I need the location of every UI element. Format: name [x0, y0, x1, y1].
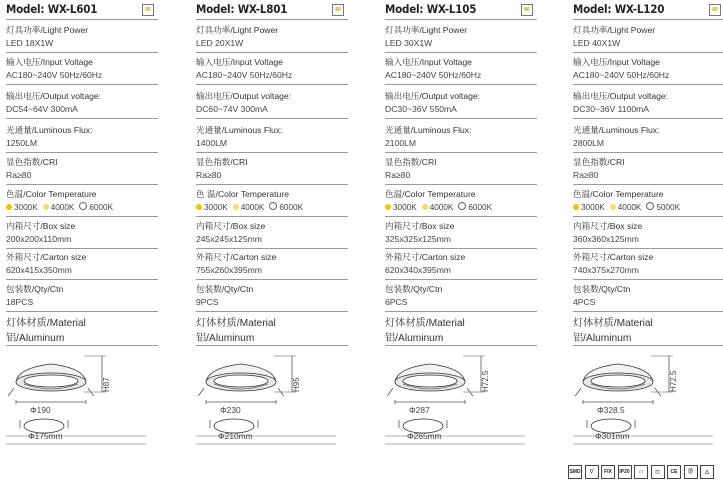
carton-label: 外箱尺寸/Carton size — [196, 252, 277, 262]
divider — [196, 84, 348, 85]
divider — [196, 311, 348, 312]
divider — [385, 19, 537, 20]
divider — [196, 152, 348, 153]
temp-option — [196, 203, 228, 212]
input-value: AC180~240V 50Hz/60Hz — [196, 70, 293, 80]
ra80-icon: 80 — [332, 4, 344, 16]
divider — [6, 118, 158, 119]
temp-option — [79, 203, 113, 212]
material-value: 铝/Aluminum — [573, 333, 632, 344]
color-temperature-options — [385, 202, 497, 212]
outer-diameter: Φ230 — [220, 405, 241, 415]
input-label: 输入电压/Input Voltage — [385, 57, 472, 67]
qty-value: 18PCS — [6, 297, 34, 307]
cri-label: 显色指数/CRI — [385, 157, 437, 167]
temp-dot-icon — [43, 204, 49, 210]
carton-value: 740x375x270mm — [573, 265, 639, 275]
divider — [573, 216, 723, 217]
outer-diameter: Φ190 — [30, 405, 51, 415]
box-value: 200x200x110mm — [6, 234, 72, 244]
flux-label: 光通量/Luminous Flux: — [385, 125, 472, 135]
temp-dot-icon — [458, 202, 466, 210]
box-value: 325x325x125mm — [385, 234, 451, 244]
carton-value: 755x260x395mm — [196, 265, 262, 275]
height-dimension: H72.5 — [669, 370, 678, 392]
certification-icon: CE — [667, 465, 681, 479]
temp-value: 3000K — [393, 202, 417, 212]
divider — [385, 248, 537, 249]
divider — [573, 84, 723, 85]
divider — [196, 345, 348, 346]
certification-icon: □ — [634, 465, 648, 479]
temp-dot-icon — [233, 204, 239, 210]
color-temperature-options — [196, 202, 308, 212]
input-label: 输入电压/Input Voltage — [6, 57, 93, 67]
cri-value: Ra≥80 — [196, 170, 222, 180]
flux-label: 光通量/Luminous Flux: — [6, 125, 93, 135]
ra80-icon: 80 — [521, 4, 533, 16]
flux-label: 光通量/Luminous Flux: — [196, 125, 283, 135]
carton-label: 外箱尺寸/Carton size — [573, 252, 654, 262]
temp-value: 3000K — [204, 202, 228, 212]
box-label: 内箱尺寸/Box size — [196, 221, 266, 231]
material-label: 灯体材质/Material — [573, 318, 653, 329]
divider — [573, 248, 723, 249]
flux-value: 2800LM — [573, 138, 605, 148]
height-dimension: H87 — [102, 377, 111, 392]
divider — [573, 52, 723, 53]
qty-label: 包装数/Qty/Ctn — [573, 284, 631, 294]
divider — [573, 311, 723, 312]
model-title: Model: WX-L801 — [196, 2, 288, 16]
qty-value: 9PCS — [196, 297, 219, 307]
color-temperature-options — [573, 202, 685, 212]
divider — [6, 345, 158, 346]
divider — [573, 19, 723, 20]
model-title: Model: WX-L120 — [573, 2, 665, 16]
input-value: AC180~240V 50Hz/60Hz — [6, 70, 103, 80]
divider — [6, 84, 158, 85]
output-label: 输出电压/Output voltage: — [573, 91, 669, 101]
color-temperature-label: 色温/Color Temperature — [385, 189, 476, 199]
temp-value: 3000K — [581, 202, 605, 212]
box-label: 内箱尺寸/Box size — [6, 221, 76, 231]
temp-dot-icon — [269, 202, 277, 210]
ra80-icon: 80 — [142, 4, 154, 16]
cutout-diameter: Φ175mm — [28, 431, 63, 441]
model-title: Model: WX-L105 — [385, 2, 477, 16]
temp-value: 4000K — [50, 202, 75, 212]
divider — [196, 19, 348, 20]
temp-value: 6000K — [279, 202, 304, 212]
temp-dot-icon — [79, 202, 87, 210]
temp-option — [385, 203, 417, 212]
power-label: 灯具功率/Light Power — [385, 25, 468, 35]
certification-icon: △ — [700, 465, 714, 479]
material-value: 铝/Aluminum — [6, 333, 65, 344]
divider — [385, 311, 537, 312]
divider — [6, 248, 158, 249]
cri-value: Ra≥80 — [573, 170, 599, 180]
divider — [6, 184, 158, 185]
divider — [385, 152, 537, 153]
cutout-diameter: Φ210mm — [218, 431, 253, 441]
qty-label: 包装数/Qty/Ctn — [385, 284, 443, 294]
temp-option — [646, 203, 680, 212]
material-label: 灯体材质/Material — [6, 318, 86, 329]
material-label: 灯体材质/Material — [385, 318, 465, 329]
height-dimension: H95 — [292, 377, 301, 392]
material-label: 灯体材质/Material — [196, 318, 276, 329]
output-label: 输出电压/Output voltage: — [6, 91, 102, 101]
divider — [6, 152, 158, 153]
box-value: 360x360x125mm — [573, 234, 639, 244]
certification-icon: Ⓟ — [684, 465, 698, 479]
temp-dot-icon — [610, 204, 616, 210]
flux-label: 光通量/Luminous Flux: — [573, 125, 660, 135]
temp-dot-icon — [422, 204, 428, 210]
flux-value: 2100LM — [385, 138, 417, 148]
temp-option — [458, 203, 492, 212]
temp-option — [269, 203, 303, 212]
temp-option — [233, 203, 265, 212]
flux-value: 1400LM — [196, 138, 228, 148]
qty-value: 6PCS — [385, 297, 408, 307]
power-label: 灯具功率/Light Power — [6, 25, 89, 35]
divider — [385, 52, 537, 53]
input-label: 输入电压/Input Voltage — [573, 57, 660, 67]
divider — [385, 84, 537, 85]
color-temperature-label: 色 温/Color Temperature — [196, 189, 289, 199]
temp-dot-icon — [573, 204, 579, 210]
material-value: 铝/Aluminum — [196, 333, 255, 344]
cutout-diameter: Φ301mm — [595, 431, 630, 441]
divider — [573, 279, 723, 280]
box-value: 245x245x125mm — [196, 234, 262, 244]
temp-value: 4000K — [429, 202, 454, 212]
box-label: 内箱尺寸/Box size — [385, 221, 455, 231]
output-value: DC30~36V 550mA — [385, 104, 457, 114]
temp-option — [573, 203, 605, 212]
input-value: AC180~240V 50Hz/60Hz — [573, 70, 670, 80]
power-value: LED 18X1W — [6, 38, 54, 48]
divider — [196, 248, 348, 249]
certification-icon: SMD — [568, 465, 582, 479]
divider — [385, 279, 537, 280]
outer-diameter: Φ287 — [409, 405, 430, 415]
power-value: LED 40X1W — [573, 38, 621, 48]
input-label: 输入电压/Input Voltage — [196, 57, 283, 67]
divider — [6, 216, 158, 217]
input-value: AC180~240V 50Hz/60Hz — [385, 70, 482, 80]
temp-value: 6000K — [89, 202, 114, 212]
output-label: 输出电压/Output voltage: — [196, 91, 292, 101]
power-label: 灯具功率/Light Power — [196, 25, 279, 35]
color-temperature-label: 色温/Color Temperature — [573, 189, 664, 199]
certification-icon: IP20 — [618, 465, 632, 479]
qty-label: 包装数/Qty/Ctn — [196, 284, 254, 294]
cutout-diameter: Φ265mm — [407, 431, 442, 441]
divider — [385, 184, 537, 185]
temp-dot-icon — [196, 204, 202, 210]
power-value: LED 20X1W — [196, 38, 244, 48]
qty-label: 包装数/Qty/Ctn — [6, 284, 64, 294]
divider — [6, 279, 158, 280]
temp-option — [43, 203, 75, 212]
certification-icon: ▽ — [585, 465, 599, 479]
temp-option — [422, 203, 454, 212]
temp-value: 4000K — [240, 202, 265, 212]
power-value: LED 30X1W — [385, 38, 433, 48]
box-label: 内箱尺寸/Box size — [573, 221, 643, 231]
temp-value: 5000K — [656, 202, 681, 212]
temp-dot-icon — [6, 204, 12, 210]
height-dimension: H72.5 — [481, 370, 490, 392]
divider — [196, 118, 348, 119]
temp-value: 3000K — [14, 202, 38, 212]
cri-value: Ra≥80 — [6, 170, 32, 180]
cri-label: 显色指数/CRI — [196, 157, 248, 167]
carton-value: 620x340x395mm — [385, 265, 451, 275]
divider — [196, 52, 348, 53]
divider — [196, 184, 348, 185]
divider — [385, 216, 537, 217]
divider — [6, 311, 158, 312]
output-label: 输出电压/Output voltage: — [385, 91, 481, 101]
carton-label: 外箱尺寸/Carton size — [385, 252, 466, 262]
temp-value: 6000K — [468, 202, 493, 212]
output-value: DC30~36V 1100mA — [573, 104, 650, 114]
divider — [6, 52, 158, 53]
divider — [196, 279, 348, 280]
divider — [385, 345, 537, 346]
divider — [573, 345, 723, 346]
ra80-icon: 80 — [709, 4, 721, 16]
material-value: 铝/Aluminum — [385, 333, 444, 344]
divider — [573, 184, 723, 185]
color-temperature-options — [6, 202, 118, 212]
divider — [196, 216, 348, 217]
divider — [573, 118, 723, 119]
temp-dot-icon — [385, 204, 391, 210]
temp-value: 4000K — [617, 202, 642, 212]
qty-value: 4PCS — [573, 297, 596, 307]
color-temperature-label: 色温/Color Temperature — [6, 189, 97, 199]
carton-label: 外箱尺寸/Carton size — [6, 252, 87, 262]
cri-value: Ra≥80 — [385, 170, 411, 180]
output-value: DC60~74V 300mA — [196, 104, 268, 114]
temp-option — [6, 203, 38, 212]
outer-diameter: Φ328.5 — [597, 405, 625, 415]
cri-label: 显色指数/CRI — [573, 157, 625, 167]
model-title: Model: WX-L601 — [6, 2, 98, 16]
temp-option — [610, 203, 642, 212]
flux-value: 1250LM — [6, 138, 38, 148]
certification-icon: ◻ — [651, 465, 665, 479]
carton-value: 620x415x350mm — [6, 265, 72, 275]
divider — [385, 118, 537, 119]
temp-dot-icon — [646, 202, 654, 210]
output-value: DC54~64V 300mA — [6, 104, 78, 114]
divider — [6, 19, 158, 20]
certification-icon: FIX — [601, 465, 615, 479]
cri-label: 显色指数/CRI — [6, 157, 58, 167]
power-label: 灯具功率/Light Power — [573, 25, 656, 35]
divider — [573, 152, 723, 153]
